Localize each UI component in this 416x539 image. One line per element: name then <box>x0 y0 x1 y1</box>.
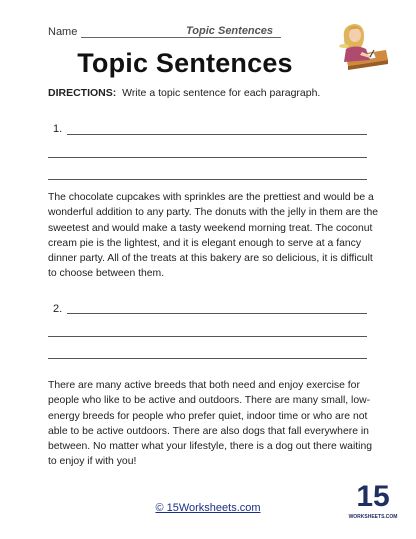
item-number-2: 2. <box>53 303 63 315</box>
answer-line-2b[interactable] <box>48 336 367 337</box>
directions <box>48 87 320 99</box>
copyright-link[interactable]: © 15Worksheets.com <box>155 502 261 514</box>
answer-line-1b[interactable] <box>48 157 367 158</box>
header-topic: Topic Sentences <box>186 25 274 37</box>
directions-text: Write a topic sentence for each paragraph. <box>122 87 321 99</box>
name-line[interactable] <box>81 37 281 38</box>
paragraph-2: There are many active breeds that both need and enjoy exercise for people who like to be active and outdoors. There are many small, low-energy breeds for people who prefer quiet, indoor time or who are not able to be active outdoors. There are also dogs that fall everywhere in between. No matter what your lifestyle, there is a dog out there waiting to enjoy if with you! <box>48 380 373 468</box>
15worksheets-logo <box>348 474 398 524</box>
name-label: Name <box>48 26 78 38</box>
item-number-1: 1. <box>53 123 63 135</box>
page-title: Topic Sentences <box>77 48 293 78</box>
answer-line-1c[interactable] <box>48 179 367 180</box>
logo-number: 15 <box>356 480 390 513</box>
directions-label: DIRECTIONS: <box>48 87 117 99</box>
paragraph-1: The chocolate cupcakes with sprinkles are the prettiest and would be a wonderful addition to any party. The donuts with the jelly in them are the sweetest and would make a tasty weekend morning treat. The coconut cream pie is the lightest, and it is elegant enough to serve at a fancy dinner party. All of the treats at this bakery are so delicious, it is difficult to choose between them. <box>48 192 378 280</box>
answer-line-1a[interactable] <box>67 134 367 135</box>
logo-text: WORKSHEETS.COM <box>348 514 398 520</box>
answer-line-2a[interactable] <box>67 313 367 314</box>
answer-line-2c[interactable] <box>48 358 367 359</box>
